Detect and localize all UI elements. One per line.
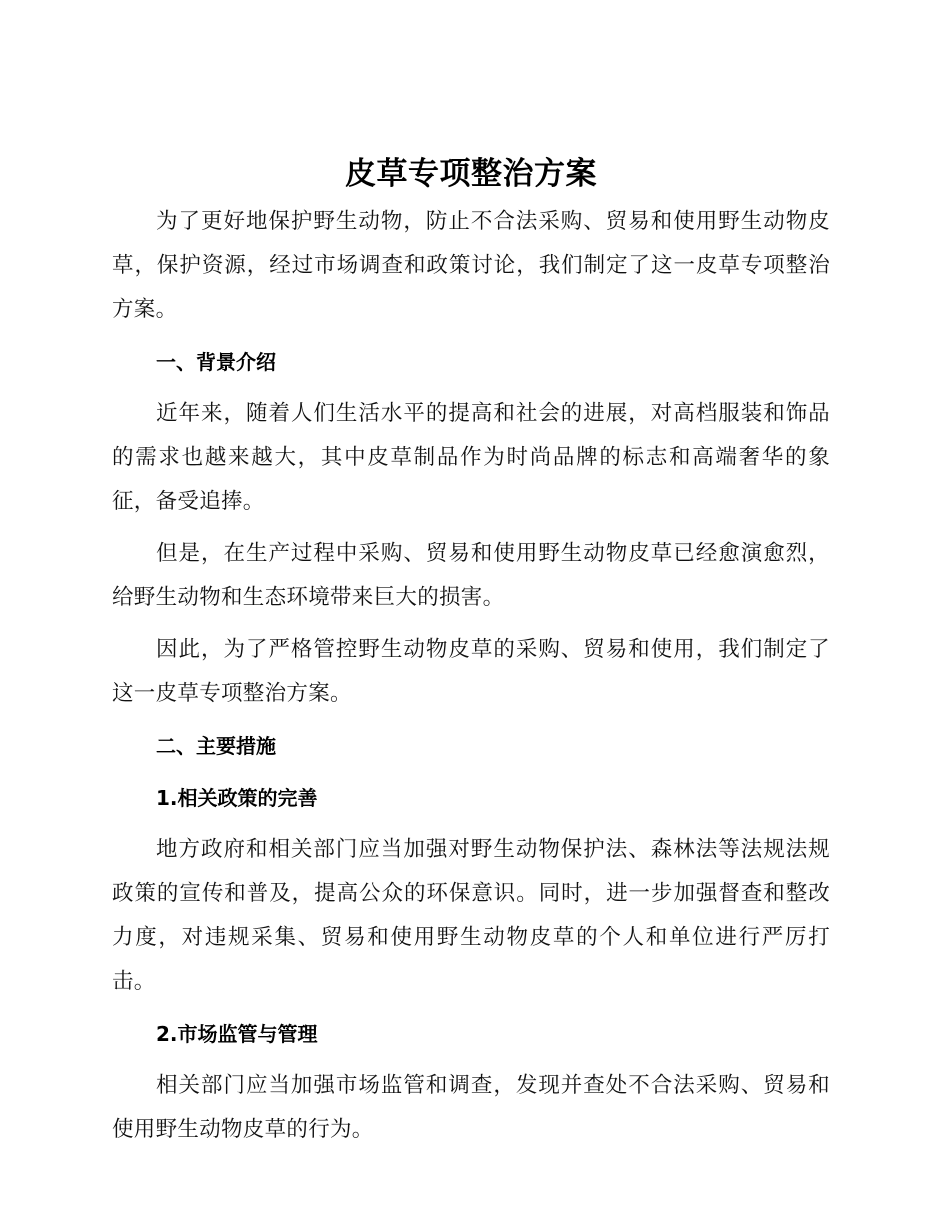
background-paragraph-3: 因此，为了严格管控野生动物皮草的采购、贸易和使用，我们制定了这一皮草专项整治方案。 — [112, 637, 830, 706]
background-paragraph-2: 但是，在生产过程中采购、贸易和使用野生动物皮草已经愈演愈烈，给野生动物和生态环境带来巨大的损害。 — [112, 541, 830, 610]
policy-paragraph: 地方政府和相关部门应当加强对野生动物保护法、森林法等法规法规政策的宣传和普及，提高公众的环保意识。同时，进一步加强督查和整改力度，对违规采集、贸易和使用野生动物皮草的个人和单位进行严厉打击。 — [112, 837, 830, 994]
document-title: 皮草专项整治方案 — [345, 156, 597, 192]
intro-paragraph: 为了更好地保护野生动物，防止不合法采购、贸易和使用野生动物皮草，保护资源，经过市场调查和政策讨论，我们制定了这一皮草专项整治方案。 — [112, 209, 830, 322]
spacer — [112, 716, 830, 724]
spacer — [112, 820, 830, 828]
spacer — [112, 1004, 830, 1012]
spacer — [112, 768, 830, 776]
spacer — [112, 1056, 830, 1064]
spacer — [112, 524, 830, 532]
spacer — [112, 332, 830, 340]
market-paragraph: 相关部门应当加强市场监管和调查，发现并查处不合法采购、贸易和使用野生动物皮草的行为。 — [112, 1073, 830, 1142]
subsection-heading-market: 2.市场监管与管理 — [156, 1022, 318, 1046]
section-heading-background: 一、背景介绍 — [156, 350, 276, 374]
background-paragraph-1: 近年来，随着人们生活水平的提高和社会的进展，对高档服装和饰品的需求也越来越大，其中皮草制品作为时尚品牌的标志和高端奢华的象征，备受追捧。 — [112, 401, 830, 514]
section-heading-measures: 二、主要措施 — [156, 734, 276, 758]
spacer — [112, 384, 830, 392]
spacer — [112, 620, 830, 628]
document-page — [112, 148, 830, 1152]
subsection-heading-policy: 1.相关政策的完善 — [156, 786, 318, 810]
